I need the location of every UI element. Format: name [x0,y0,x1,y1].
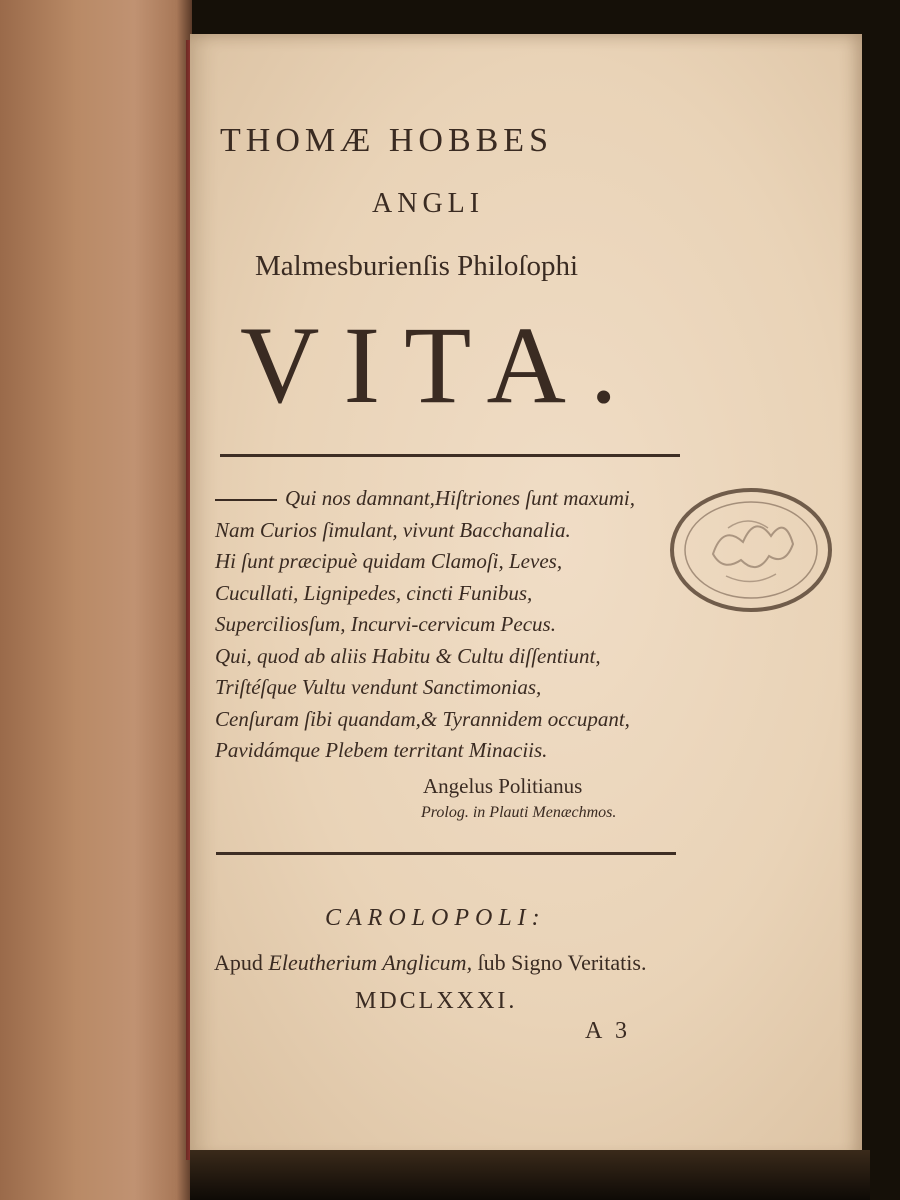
em-dash-rule [215,499,277,501]
epigraph-line: Qui nos damnant,Hiſtriones ſunt maxumi, [215,483,685,515]
book-title: VITA. [240,304,642,426]
epigraph-line: Hi ſunt præcipuè quidam Clamoſi, Leves, [215,549,563,573]
imprint-year: MDCLXXXI. [355,988,518,1014]
library-stamp-icon [668,484,834,621]
rule-top [220,454,680,457]
epigraph-line: Qui, quod ab aliis Habitu & Cultu diſſentiunt, [215,643,601,668]
epigraph-line: Cenſuram ſibi quandam,& Tyrannidem occupant, [215,706,630,731]
epigraph-author: Angelus Politianus [423,774,583,798]
imprint-city: CAROLOPOLI: [325,905,546,931]
rule-bottom [216,852,676,855]
book-cover [0,0,192,1200]
author-nationality: ANGLI [372,188,485,219]
signature-mark: A 3 [585,1018,632,1044]
epigraph-line: Superciliosſum, Incurvi-cervicum Pecus. [215,612,556,636]
epigraph-line: Pavidámque Plebem territant Minaciis. [215,738,548,762]
author-name: THOMÆ HOBBES [220,122,553,159]
imprint-publisher: Apud Eleutherium Anglicum, ſub Signo Veritatis. [214,950,647,975]
epigraph-line: Triſtéſque Vultu vendunt Sanctimonias, [215,675,542,699]
epigraph-source: Prolog. in Plauti Menæchmos. [421,804,617,821]
author-description: Malmesburienſis Philoſophi [255,250,579,282]
epigraph-line: Nam Curios ſimulant, vivunt Bacchanalia. [215,517,571,542]
epigraph-line: Cucullati, Lignipedes, cincti Funibus, [215,580,533,605]
page-shadow [190,1150,870,1200]
epigraph [215,483,685,767]
